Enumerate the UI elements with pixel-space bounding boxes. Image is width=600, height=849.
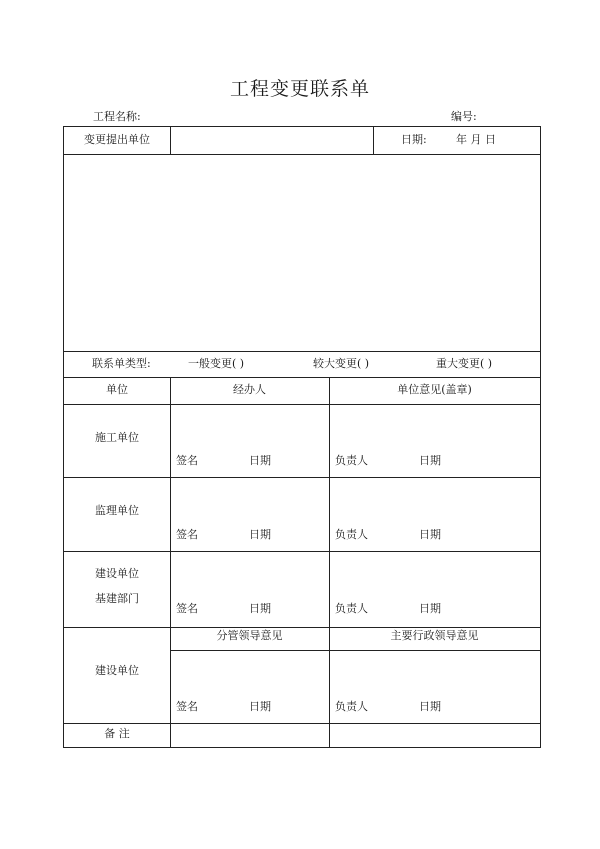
sign-label: 签名 [176, 700, 198, 713]
row-line [64, 551, 540, 552]
date-field-label: 日期 [249, 528, 271, 541]
row-line [64, 404, 540, 405]
major-change-option[interactable]: 较大变更( ) [313, 357, 370, 370]
admin-leader-opinion-header: 主要行政领导意见 [390, 629, 479, 642]
change-form-table [63, 126, 541, 748]
row-line [64, 723, 540, 724]
handler-header: 经办人 [233, 383, 266, 396]
unit-header: 单位 [106, 383, 128, 396]
row-line [64, 154, 540, 155]
row-line [64, 477, 540, 478]
project-name-label: 工程名称: [93, 110, 141, 123]
date-field-label: 日期 [249, 454, 271, 467]
col-line [329, 377, 330, 747]
row-line [170, 650, 540, 651]
supervision-unit-label: 监理单位 [95, 504, 139, 517]
col-line [170, 377, 171, 747]
critical-change-option[interactable]: 重大变更( ) [436, 357, 493, 370]
date-field-label: 日期 [419, 700, 441, 713]
owner-unit-label-2: 建设单位 [95, 664, 139, 677]
responsible-label: 负责人 [335, 602, 368, 615]
page-title: 工程变更联系单 [229, 78, 370, 100]
responsible-label: 负责人 [335, 700, 368, 713]
row-line [64, 351, 540, 352]
contact-type-label: 联系单类型: [92, 357, 151, 370]
date-field-label: 日期 [419, 602, 441, 615]
date-field-label: 日期 [249, 700, 271, 713]
owner-unit-label: 建设单位 [95, 567, 139, 580]
infrastructure-dept-label: 基建部门 [95, 592, 139, 605]
construction-unit-label: 施工单位 [95, 431, 139, 444]
row-line [64, 627, 540, 628]
change-unit-label: 变更提出单位 [84, 133, 150, 146]
date-field-label: 日期 [419, 528, 441, 541]
general-change-option[interactable]: 一般变更( ) [188, 357, 245, 370]
responsible-label: 负责人 [335, 528, 368, 541]
date-ymd: 年 月 日 [456, 133, 496, 146]
unit-opinion-header: 单位意见(盖章) [397, 383, 472, 396]
date-field-label: 日期 [249, 602, 271, 615]
date-label: 日期: [401, 133, 427, 146]
sign-label: 签名 [176, 454, 198, 467]
col-line [373, 127, 374, 154]
responsible-label: 负责人 [335, 454, 368, 467]
sign-label: 签名 [176, 602, 198, 615]
row-line [64, 377, 540, 378]
col-line [170, 127, 171, 154]
remarks-label: 备 注 [104, 727, 130, 740]
sign-label: 签名 [176, 528, 198, 541]
date-field-label: 日期 [419, 454, 441, 467]
in-charge-leader-opinion-header: 分管领导意见 [216, 629, 283, 642]
number-label: 编号: [451, 110, 477, 123]
